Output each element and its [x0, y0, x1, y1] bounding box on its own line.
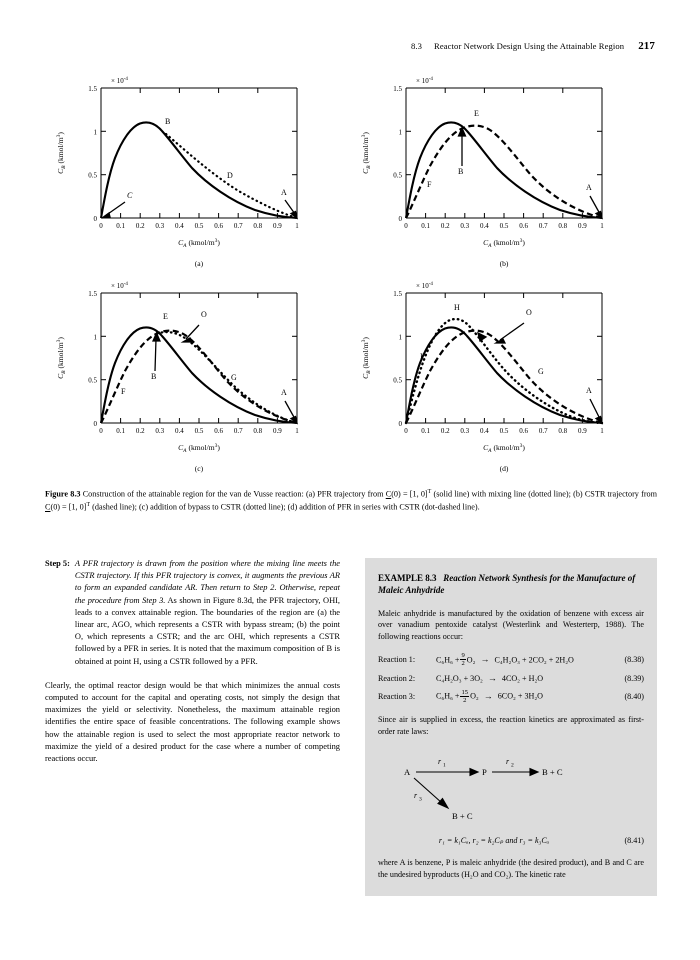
svg-text:0: 0 [93, 215, 97, 223]
svg-text:1: 1 [295, 222, 299, 230]
svg-text:0.5: 0.5 [393, 171, 402, 180]
svg-text:0.8: 0.8 [253, 222, 263, 230]
figure-caption-part-3: (solid line) with mixing line (dotted line); (b) CSTR trajectory from [431, 489, 658, 499]
chart-b-label-B: B [458, 167, 464, 176]
example-title: Reaction Network Synthesis for the Manufacture of Maleic Anhydride [378, 573, 636, 596]
chart-c-xlabel: $C_A$ $(kmol/m^3)$ [178, 443, 220, 454]
svg-text:0.5: 0.5 [499, 427, 509, 435]
svg-text:0.1: 0.1 [116, 427, 125, 435]
reaction-3-frac-den: 2 [463, 696, 467, 704]
figure-caption-label: Figure 8.3 [45, 489, 81, 499]
chart-c-label-B: B [151, 372, 157, 381]
svg-text:1: 1 [93, 128, 97, 137]
reaction-3-number: (8.40) [624, 691, 644, 701]
chart-c-label-A: A [281, 388, 287, 397]
chart-panel-c [45, 275, 350, 480]
figure-caption [45, 487, 657, 514]
reaction-row [378, 673, 644, 685]
chart-a-xlabel: $C_A$ $(kmol/m^3)$ [178, 238, 220, 249]
scheme-node-A: A [404, 767, 411, 778]
svg-text:1: 1 [93, 333, 97, 342]
svg-text:0.4: 0.4 [175, 222, 184, 230]
chart-a-label-B: B [165, 117, 171, 126]
chart-b-label-E: E [474, 109, 479, 118]
arrow-right-icon: → [480, 653, 490, 664]
chart-c-svg [45, 275, 350, 480]
page-number: 217 [638, 40, 655, 52]
svg-text:0.4: 0.4 [480, 222, 489, 230]
reaction-3-frac-num: 15 [461, 688, 469, 696]
chart-b-svg [350, 70, 655, 275]
chart-panel-a [45, 70, 350, 275]
running-head-section-title: Reactor Network Design Using the Attainable Region [433, 41, 625, 51]
chart-b-label-A: A [586, 183, 592, 192]
svg-text:0.1: 0.1 [421, 222, 430, 230]
reaction-3-left-tail: O₂ [470, 691, 479, 701]
right-column [365, 558, 657, 896]
svg-text:1.5: 1.5 [88, 85, 97, 93]
chart-c-pfr-curve [101, 327, 297, 423]
chart-a-panel-label: (a) [194, 259, 204, 268]
svg-text:0: 0 [99, 222, 103, 230]
example-heading [378, 572, 644, 597]
example-closing-text: where A is benzene, P is maleic anhydride (the desired product), and B and C are the undesired byproducts (H₂O and CO₂). The kinetic rate [378, 857, 644, 879]
reaction-1-right: C₄H₂O₃ + 2CO₂ + 2H₂O [494, 654, 574, 664]
chart-d-svg [350, 275, 655, 480]
chart-a-ylabel: $C_B$ $(kmol/m^3)$ [56, 132, 67, 174]
reaction-2-right: 4CO₂ + H₂O [501, 673, 544, 683]
scheme-rate-2-sub: 2 [511, 762, 514, 769]
arrow-right-icon: → [483, 690, 493, 701]
reaction-3-name: Reaction 3: [378, 691, 416, 701]
svg-text:× 10-4: × $10^{-4}$ [111, 77, 128, 85]
chart-a-label-D: D [227, 171, 233, 180]
reaction-3-right: 6CO₂ + 3H₂O [497, 691, 544, 701]
svg-text:1: 1 [398, 333, 402, 342]
svg-text:0: 0 [398, 215, 402, 223]
reaction-scheme-diagram [378, 751, 644, 825]
rate-equation: r₁ = k₁Cₐ, r₂ = k₂Cₚ and r₃ = k₃Cₐ [438, 836, 550, 846]
chart-c-cstr-curve [101, 331, 297, 423]
chart-panel-d [350, 275, 655, 480]
chart-d-label-H: H [454, 303, 460, 312]
scheme-rate-3: r [414, 791, 418, 801]
chart-d-cstr-curve [406, 331, 602, 423]
svg-text:0: 0 [93, 420, 97, 428]
svg-text:0.2: 0.2 [440, 427, 450, 435]
reaction-1-number: (8.38) [624, 655, 644, 665]
step-5-label: Step 5: [45, 559, 70, 568]
svg-text:1.5: 1.5 [393, 290, 402, 298]
reaction-1-body [436, 653, 610, 668]
reaction-1-frac-den: 2 [461, 660, 465, 668]
chart-b-panel-label: (b) [499, 259, 509, 268]
scheme-node-BC-bottom: B + C [452, 811, 473, 822]
svg-text:× 10-4: × $10^{-4}$ [416, 77, 433, 85]
chart-c-panel-label: (c) [194, 464, 204, 473]
svg-text:0.4: 0.4 [480, 427, 489, 435]
svg-text:0.5: 0.5 [393, 376, 402, 385]
scheme-rate-3-sub: 3 [419, 796, 422, 803]
chart-c-label-E: E [163, 312, 168, 321]
reaction-1-left: C₆H₆ + [436, 654, 460, 664]
example-label: EXAMPLE 8.3 [378, 573, 437, 583]
svg-text:0.5: 0.5 [194, 427, 204, 435]
chart-c-label-G: G [231, 373, 237, 382]
running-head-section-number: 8.3 [410, 41, 422, 51]
chart-d-xlabel: $C_A$ $(kmol/m^3)$ [483, 443, 525, 454]
reaction-1-frac-num: 9 [461, 652, 465, 660]
svg-text:0.7: 0.7 [538, 222, 548, 230]
rate-equation-number: (8.41) [624, 836, 644, 846]
example-intro: Maleic anhydride is manufactured by the oxidation of benzene with excess air over vanadium pentoxide catalyst (Westerlink and Westerterp, 1988). The following reactions occur: [378, 608, 644, 641]
figure-caption-part-4: (0) = [1, 0] [50, 503, 87, 513]
svg-text:0.2: 0.2 [135, 222, 145, 230]
svg-text:0.1: 0.1 [421, 427, 430, 435]
svg-text:0.2: 0.2 [135, 427, 145, 435]
svg-text:× 10-4: × $10^{-4}$ [111, 282, 128, 290]
svg-text:× 10-4: × $10^{-4}$ [416, 282, 433, 290]
svg-text:0.4: 0.4 [175, 427, 184, 435]
svg-text:1: 1 [600, 427, 604, 435]
reaction-1-left-tail: O₂ [466, 654, 476, 664]
chart-d-pfr-series-line [406, 319, 602, 423]
svg-text:0.8: 0.8 [558, 427, 568, 435]
svg-text:0.3: 0.3 [460, 222, 470, 230]
svg-text:0.9: 0.9 [273, 427, 282, 435]
svg-text:0.2: 0.2 [440, 222, 450, 230]
svg-text:0.8: 0.8 [253, 427, 263, 435]
chart-d-ylabel: $C_B$ $(kmol/m^3)$ [361, 337, 372, 379]
left-column [45, 558, 340, 774]
svg-text:0.5: 0.5 [88, 376, 97, 385]
svg-text:1.5: 1.5 [393, 85, 402, 93]
scheme-rate-1: r [438, 757, 442, 767]
svg-text:0.5: 0.5 [499, 222, 509, 230]
chart-b-cstr-curve [406, 126, 602, 218]
figure-8-3 [45, 70, 655, 480]
svg-text:0.5: 0.5 [88, 171, 97, 180]
chart-d-label-I: I [420, 352, 423, 361]
step-5-italic-text: A PFR trajectory is drawn from the position where the mixing line meets the CSTR trajectory. If this PFR trajectory is convex, it augments the previous AR to form an expanded candidate AR. Then return to Step 2. Otherwise, repeat the procedure from Step 3. [74, 559, 340, 605]
left-column-paragraph: Clearly, the optimal reactor design would be that which minimizes the annual costs computed to account for the capital and operating costs, not simply the design that maximizes the yield or selectivity. Nonetheless, the maximum attainable region identifies the entire space of feasible concentrations. The following example shows how the attainable region is used to select the most appropriate reactor network to maximize the yield of a desired product for the case where a number of competing reactions occur. [45, 680, 340, 764]
running-head [45, 40, 655, 52]
figure-caption-sup-1: T [427, 489, 432, 495]
chart-d-label-A: A [586, 386, 592, 395]
reaction-equation-list [378, 653, 644, 705]
figure-caption-part-1: Construction of the attainable region for the van de Vusse reaction: (a) PFR trajectory from [82, 489, 386, 499]
step-5-roman-text: As shown in Figure 8.3d, the PFR trajectory, OHI, leads to a convex attainable region. The boundaries of the region are (a) the linear arc, AGO, which represents a CSTR with bypass stream; (b) the point O, which represents a CSTR; and the arc OHI, which represents a CSTR followed by a PFR in series. It is noted that the maximum composition of B is obtained at point H, using a CSTR followed by a PFR. [74, 595, 341, 666]
svg-text:0.6: 0.6 [519, 222, 528, 230]
chart-d-label-O: O [526, 308, 532, 317]
chart-b-xlabel: $C_A$ $(kmol/m^3)$ [483, 238, 525, 249]
chart-c-ylabel: $C_B$ $(kmol/m^3)$ [56, 337, 67, 379]
svg-text:0: 0 [99, 427, 103, 435]
svg-text:0.7: 0.7 [538, 427, 548, 435]
reaction-row [378, 653, 644, 668]
svg-text:0.9: 0.9 [578, 427, 587, 435]
kinetics-intro: Since air is supplied in excess, the reaction kinetics are approximated as first-order rate laws: [378, 715, 644, 736]
reaction-3-fraction [460, 689, 469, 704]
svg-text:1: 1 [398, 128, 402, 137]
svg-text:0.3: 0.3 [460, 427, 470, 435]
chart-c-bypass-line [157, 332, 297, 423]
svg-text:0.8: 0.8 [558, 222, 568, 230]
chart-c-label-O: O [201, 310, 207, 319]
example-box [365, 558, 657, 896]
svg-text:1.5: 1.5 [88, 290, 97, 298]
svg-text:0: 0 [398, 420, 402, 428]
figure-caption-sup-2: T [86, 502, 91, 509]
scheme-rate-2: r [506, 757, 510, 767]
chart-a-label-C: C [127, 191, 133, 200]
svg-text:0.6: 0.6 [519, 427, 528, 435]
svg-text:0: 0 [404, 427, 408, 435]
figure-caption-c0-a: C [385, 489, 392, 499]
step-5-block [45, 558, 340, 668]
reaction-1-name: Reaction 1: [378, 655, 416, 665]
chart-b-ylabel: $C_B$ $(kmol/m^3)$ [361, 132, 372, 174]
chart-d-label-G: G [538, 367, 544, 376]
step-5-text [75, 558, 340, 668]
svg-text:0.3: 0.3 [155, 222, 165, 230]
svg-text:0.9: 0.9 [273, 222, 282, 230]
svg-text:0.1: 0.1 [116, 222, 125, 230]
chart-a-svg [45, 70, 350, 275]
figure-caption-part-2: (0) = [1, 0] [391, 489, 428, 499]
chart-b-pfr-curve [406, 122, 602, 218]
scheme-rate-1-sub: 1 [443, 762, 446, 769]
svg-text:0.6: 0.6 [214, 222, 223, 230]
svg-text:1: 1 [600, 222, 604, 230]
reaction-2-left: C₄H₂O₃ + 3O₂ [436, 673, 483, 683]
reaction-scheme-svg [390, 751, 620, 825]
svg-text:0: 0 [404, 222, 408, 230]
svg-text:0.3: 0.3 [155, 427, 165, 435]
scheme-node-BC-top: B + C [542, 767, 563, 778]
reaction-2-name: Reaction 2: [378, 673, 416, 683]
reaction-2-number: (8.39) [624, 673, 644, 683]
chart-a-label-A: A [281, 188, 287, 197]
chart-d-panel-label: (d) [499, 464, 509, 473]
svg-text:0.6: 0.6 [214, 427, 223, 435]
svg-text:0.7: 0.7 [233, 427, 243, 435]
chart-b-label-F: F [427, 180, 432, 189]
figure-caption-c0-b: C [45, 503, 51, 513]
svg-text:0.9: 0.9 [578, 222, 587, 230]
svg-text:1: 1 [295, 427, 299, 435]
svg-text:0.5: 0.5 [194, 222, 204, 230]
reaction-1-fraction [460, 652, 465, 667]
scheme-node-P: P [482, 767, 487, 778]
chart-panel-b [350, 70, 655, 275]
reaction-3-left: C₆H₆ + [436, 691, 460, 701]
chart-c-label-F: F [121, 387, 126, 396]
reaction-2-body [436, 673, 610, 685]
svg-text:0.7: 0.7 [233, 222, 243, 230]
rate-equation-row [378, 835, 644, 847]
reaction-row [378, 689, 644, 704]
arrow-right-icon: → [487, 672, 497, 683]
reaction-3-body [436, 689, 610, 704]
chart-a-pfr-curve [101, 122, 297, 218]
figure-caption-part-5: (dashed line); (c) addition of bypass to CSTR (dotted line); (d) addition of PFR in series with CSTR (dot-dashed line). [90, 503, 480, 513]
